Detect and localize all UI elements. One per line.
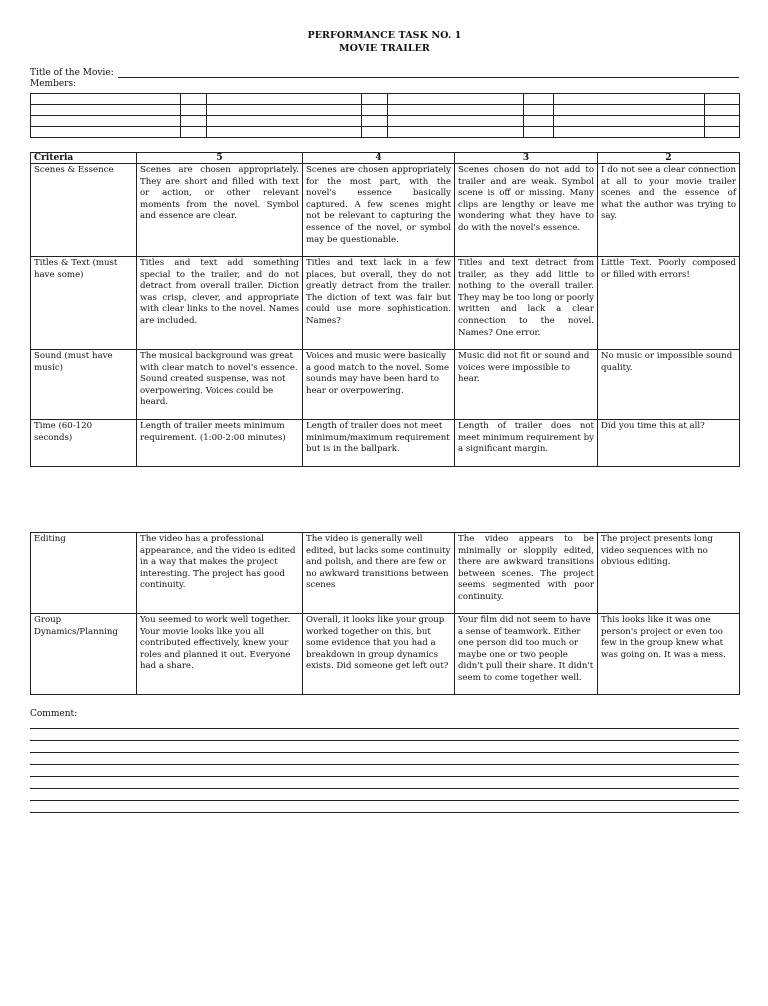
members-row	[31, 127, 740, 138]
member-name-cell[interactable]	[388, 105, 524, 116]
rubric-row-editing	[31, 533, 740, 614]
member-name-cell[interactable]	[31, 94, 181, 105]
member-name-cell[interactable]	[554, 127, 705, 138]
criterion-cell: Editing	[31, 533, 137, 614]
score-2-cell: Little Text. Poorly composed or filled with errors!	[598, 257, 740, 350]
criterion-cell: Group Dynamics/Planning	[31, 614, 137, 695]
member-number-cell[interactable]	[181, 105, 207, 116]
comment-line[interactable]	[30, 812, 739, 813]
score-4-cell: Length of trailer does not meet minimum/maximum requirement but is in the ballpark.	[303, 420, 455, 467]
movie-title-label: Title of the Movie:	[30, 68, 114, 78]
comment-line[interactable]	[30, 788, 739, 789]
movie-title-field[interactable]	[118, 77, 739, 78]
member-name-cell[interactable]	[31, 127, 181, 138]
score-2-cell: No music or impossible sound quality.	[598, 350, 740, 420]
member-number-cell[interactable]	[524, 116, 554, 127]
rubric-row-group-dynamics	[31, 614, 740, 695]
member-number-cell[interactable]	[181, 94, 207, 105]
rubric-row-sound	[31, 350, 740, 420]
member-number-cell[interactable]	[181, 127, 207, 138]
comment-line[interactable]	[30, 764, 739, 765]
criteria-header: Criteria	[31, 153, 137, 164]
member-number-cell[interactable]	[524, 94, 554, 105]
member-name-cell[interactable]	[388, 116, 524, 127]
member-name-cell[interactable]	[388, 127, 524, 138]
member-name-cell[interactable]	[31, 105, 181, 116]
comment-line[interactable]	[30, 752, 739, 753]
score-3-header: 3	[455, 153, 598, 164]
rubric-table	[30, 152, 740, 467]
member-number-cell[interactable]	[362, 116, 388, 127]
score-2-cell: This looks like it was one person's project or even too few in the group knew what was going on. It was a mess.	[598, 614, 740, 695]
score-5-cell: Scenes are chosen appropriately. They are short and filled with text or action, or other relevant moments from the novel. Symbol and essence are clear.	[137, 164, 303, 257]
score-2-cell: I do not see a clear connection at all to your movie trailer scenes and the essence of what the author was trying to say.	[598, 164, 740, 257]
members-label: Members:	[30, 79, 77, 89]
criterion-cell: Time (60-120 seconds)	[31, 420, 137, 467]
member-name-cell[interactable]	[554, 94, 705, 105]
rubric-row-scenes	[31, 164, 740, 257]
member-number-cell[interactable]	[362, 105, 388, 116]
member-name-cell[interactable]	[31, 116, 181, 127]
score-3-cell: Scenes chosen do not add to trailer and are weak. Symbol scene is off or missing. Many clips are lengthy or leave me wondering what they have to do with the novel's essence.	[455, 164, 598, 257]
comment-line[interactable]	[30, 728, 739, 729]
member-number-cell[interactable]	[524, 127, 554, 138]
member-number-cell[interactable]	[705, 116, 740, 127]
score-2-cell: Did you time this at all?	[598, 420, 740, 467]
score-3-cell: The video appears to be minimally or sloppily edited, there are awkward transitions between scenes. The project seems segmented with poor continuity.	[455, 533, 598, 614]
rubric-row-titles	[31, 257, 740, 350]
member-name-cell[interactable]	[554, 116, 705, 127]
score-5-cell: The musical background was great with clear match to novel's essence. Sound created suspense, was not overpowering. Voices could be heard.	[137, 350, 303, 420]
rubric-header-row	[31, 153, 740, 164]
score-2-cell: The project presents long video sequences with no obvious editing.	[598, 533, 740, 614]
score-3-cell: Length of trailer does not meet minimum requirement by a significant margin.	[455, 420, 598, 467]
member-number-cell[interactable]	[524, 105, 554, 116]
score-4-cell: Voices and music were basically a good match to the novel. Some sounds may have been hard to hear or overpowering.	[303, 350, 455, 420]
score-4-cell: Scenes are chosen appropriately for the most part, with the novel's essence basically captured. A few scenes might not be relevant to capturing the essence of the novel, or symbol may be questionable.	[303, 164, 455, 257]
comment-line[interactable]	[30, 800, 739, 801]
score-5-cell: The video has a professional appearance, and the video is edited in a way that makes the project interesting. The project has good continuity.	[137, 533, 303, 614]
criterion-cell: Sound (must have music)	[31, 350, 137, 420]
score-4-cell: The video is generally well edited, but lacks some continuity and polish, and there are few or no awkward transitions between scenes	[303, 533, 455, 614]
members-row	[31, 116, 740, 127]
member-name-cell[interactable]	[207, 94, 362, 105]
member-name-cell[interactable]	[554, 105, 705, 116]
criterion-cell: Titles & Text (must have some)	[31, 257, 137, 350]
member-number-cell[interactable]	[181, 116, 207, 127]
rubric-table-continued	[30, 532, 740, 695]
member-name-cell[interactable]	[207, 116, 362, 127]
member-number-cell[interactable]	[705, 105, 740, 116]
score-3-cell: Music did not fit or sound and voices were impossible to hear.	[455, 350, 598, 420]
document-title: PERFORMANCE TASK NO. 1	[307, 30, 462, 41]
member-name-cell[interactable]	[207, 127, 362, 138]
score-4-cell: Overall, it looks like your group worked together on this, but some evidence that you had a breakdown in group dynamics exists. Did someone get left out?	[303, 614, 455, 695]
score-5-cell: Titles and text add something special to the trailer, and do not detract from overall trailer. Diction was crisp, clever, and appropriate with clear links to the novel. Names are included.	[137, 257, 303, 350]
comment-line[interactable]	[30, 740, 739, 741]
comment-label: Comment:	[30, 709, 78, 719]
score-4-cell: Titles and text lack in a few places, but overall, they do not greatly detract from the trailer. The diction of text was fair but could use more sophistication. Names?	[303, 257, 455, 350]
members-row	[31, 105, 740, 116]
score-3-cell: Titles and text detract from trailer, as they add little to nothing to the overall trailer. They may be too long or poorly written and lack a clear connection to the novel. Names? One error.	[455, 257, 598, 350]
member-number-cell[interactable]	[362, 127, 388, 138]
member-number-cell[interactable]	[362, 94, 388, 105]
comment-line[interactable]	[30, 776, 739, 777]
document-subtitle: MOVIE TRAILER	[339, 43, 430, 54]
score-5-cell: You seemed to work well together. Your movie looks like you all contributed effectively, knew your roles and planned it out. Everyone had a share.	[137, 614, 303, 695]
members-table	[30, 93, 740, 138]
criterion-cell: Scenes & Essence	[31, 164, 137, 257]
score-4-header: 4	[303, 153, 455, 164]
member-name-cell[interactable]	[388, 94, 524, 105]
score-5-header: 5	[137, 153, 303, 164]
score-3-cell: Your film did not seem to have a sense of teamwork. Either one person did too much or maybe one or two people didn't pull their share. It didn't seem to come together well.	[455, 614, 598, 695]
member-name-cell[interactable]	[207, 105, 362, 116]
score-2-header: 2	[598, 153, 740, 164]
member-number-cell[interactable]	[705, 94, 740, 105]
members-row	[31, 94, 740, 105]
score-5-cell: Length of trailer meets minimum requirement. (1:00-2:00 minutes)	[137, 420, 303, 467]
member-number-cell[interactable]	[705, 127, 740, 138]
rubric-row-time	[31, 420, 740, 467]
